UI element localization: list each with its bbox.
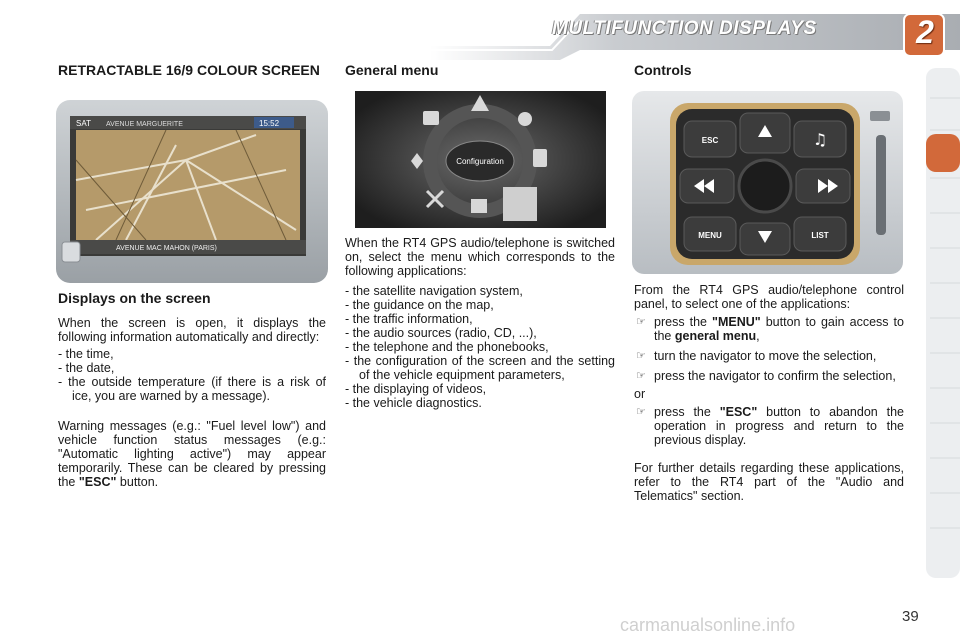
list-item: - the outside temperature (if there is a risk of ice, you are warned by a message).	[58, 375, 326, 403]
audio-icon	[518, 112, 532, 126]
menu-intro: When the RT4 GPS audio/telephone is switched on, select the menu which corresponds to the following applications:	[345, 236, 615, 278]
phone-icon	[533, 149, 547, 167]
screen-street-bottom: AVENUE MAC MAHON (PARIS)	[116, 245, 217, 252]
warning-paragraph: Warning messages (e.g.: "Fuel level low") and vehicle function status messages (e.g.: "Automatic lighting active") may appear temporarily. These can be cleared by pressing the "ESC" button.	[58, 419, 326, 489]
chapter-number: 2	[916, 14, 934, 50]
video-icon	[471, 199, 487, 213]
list-item: - the vehicle diagnostics.	[345, 396, 482, 410]
screen-intro: When the screen is open, it displays the following information automatically and directly:	[58, 316, 326, 344]
further-details: For further details regarding these applications, refer to the RT4 part of the "Audio and Telematics" section.	[634, 461, 904, 503]
step-esc: ☞ press the "ESC" button to abandon the operation in progress and return to the previous display.	[636, 405, 904, 447]
control-panel-illustration	[632, 91, 903, 274]
active-tab	[926, 134, 960, 172]
arrow-icon: ☞	[636, 316, 646, 328]
or-text: or	[634, 387, 646, 401]
controls-intro: From the RT4 GPS audio/telephone control panel, to select one of the applications:	[634, 283, 904, 311]
general-menu-illustration	[355, 91, 606, 228]
arrow-icon: ☞	[636, 350, 646, 362]
list-item: - the configuration of the screen and the setting of the vehicle equipment parameters,	[345, 354, 615, 382]
esc-label: ESC	[701, 136, 719, 145]
config-selected-icon	[503, 187, 537, 221]
arrow-icon: ☞	[636, 370, 646, 382]
list-item: - the satellite navigation system,	[345, 284, 523, 298]
screen-day: SAT	[76, 119, 91, 128]
list-item: - the audio sources (radio, CD, ...),	[345, 326, 537, 340]
menu-label: MENU	[698, 231, 722, 240]
step-confirm: ☞ press the navigator to confirm the selection,	[636, 369, 896, 383]
section-heading-general-menu: General menu	[345, 62, 439, 78]
music-note-icon: ♫	[812, 130, 828, 149]
screen-time: 15:52	[259, 119, 280, 128]
map-icon	[423, 111, 439, 125]
menu-center-label: Configuration	[456, 157, 504, 166]
list-item: - the displaying of videos,	[345, 382, 487, 396]
section-heading-screen: RETRACTABLE 16/9 COLOUR SCREEN	[58, 62, 320, 78]
arrow-icon: ☞	[636, 406, 646, 418]
step-menu: ☞ press the "MENU" button to gain access to the general menu,	[636, 315, 904, 343]
step-turn: ☞ turn the navigator to move the selection,	[636, 349, 877, 363]
page-number: 39	[902, 608, 919, 625]
list-label: LIST	[811, 231, 829, 240]
side-tabs	[926, 68, 960, 578]
watermark: carmanualsonline.info	[620, 615, 796, 635]
list-item: - the telephone and the phonebooks,	[345, 340, 549, 354]
screen-street-top: AVENUE MARGUERITE	[106, 121, 183, 128]
section-heading-controls: Controls	[634, 62, 692, 78]
list-item: - the time,	[58, 347, 114, 361]
list-item: - the traffic information,	[345, 312, 473, 326]
list-item: - the guidance on the map,	[345, 298, 494, 312]
subheading-displays: Displays on the screen	[58, 290, 211, 306]
retractable-screen-illustration	[56, 100, 328, 283]
page-title: MULTIFUNCTION DISPLAYS	[552, 18, 817, 39]
list-item: - the date,	[58, 361, 115, 375]
navigator-knob	[739, 160, 791, 212]
